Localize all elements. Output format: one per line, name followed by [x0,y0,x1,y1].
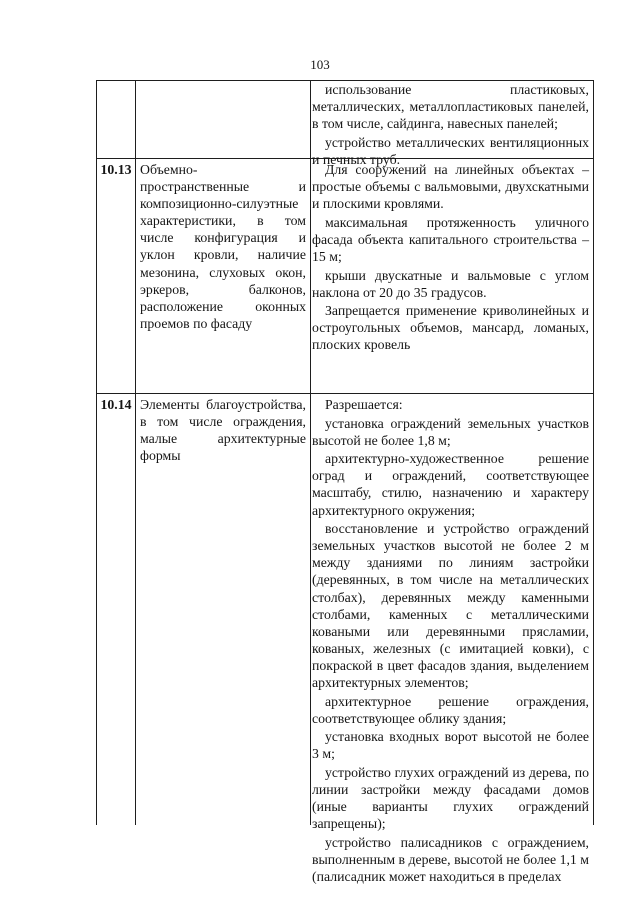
requirement-item: архитектурное решение ограждения, соответствующее облику здания; [312,693,589,726]
requirement-item: максимальная протяженность уличного фасада объекта капитального строительства – 15 м; [312,214,589,264]
row-divider [96,393,594,394]
table-row-continued [312,81,589,169]
requirement-item: Запрещается применение криволинейных и остроугольных объемов, мансард, ломаных, плоских кровель [312,303,589,353]
requirements-10-13 [312,161,589,355]
table-left-border [96,80,97,825]
requirement-item: установка входных ворот высотой не более 3 м; [312,729,589,762]
row-number-10-14: 10.14 [100,397,132,412]
requirement-item: Для сооружений на линейных объектах – простые объемы с вальмовыми, двухскатными и плоскими кровлями. [312,162,589,212]
requirement-item: установка ограждений земельных участков высотой не более 1,8 м; [312,415,589,448]
requirement-item: восстановление и устройство ограждений земельных участков высотой не более 2 м между зданиями по линиям застройки (деревянных, в том числе на металлических столбах), деревянных между каменными столбами, каменных с металлическими коваными или деревянными прясламии, кованых, железных (с имитацией ковки), с покраской в цвет фасадов здания, выделением архитектурных элементов; [312,521,589,690]
requirement-heading: Разрешается: [325,397,403,412]
table-right-border [593,80,594,825]
requirement-item: устройство глухих ограждений из дерева, по линии застройки между фасадами домов (иные варианты глухих ограждений запрещены); [312,764,589,832]
parameter-name-10-13: Объемно-пространственные и композиционно-силуэтные характеристики, в том числе конфигурация и уклон кровли, наличие мезонина, слуховых окон, эркеров, балконов, расположение оконных проемов по фасаду [140,162,306,331]
requirements-10-14 [312,396,589,885]
column-divider [135,80,136,825]
requirement-item: архитектурно-художественное решение оград и ограждений, соответствующее масштабу, стилю, назначению и характеру архитектурного окружения; [312,451,589,518]
row-number-10-13: 10.13 [100,162,132,177]
requirement-item: устройство палисадников с ограждением, выполненным в дереве, высотой не более 1,1 м (палисадник может находиться в пределах [312,834,589,885]
requirement-item: устройство металлических вентиляционных и печных труб. [312,134,589,167]
page-number: 103 [310,57,330,72]
requirement-item: крыши двускатные и вальмовые с углом наклона от 20 до 35 градусов. [312,267,589,300]
requirement-item: использование пластиковых, металлических, металлопластиковых панелей, в том числе, сайдинга, навесных панелей; [312,82,589,132]
parameter-name-10-14: Элементы благоустройства, в том числе ограждения, малые архитектурные формы [140,397,306,464]
